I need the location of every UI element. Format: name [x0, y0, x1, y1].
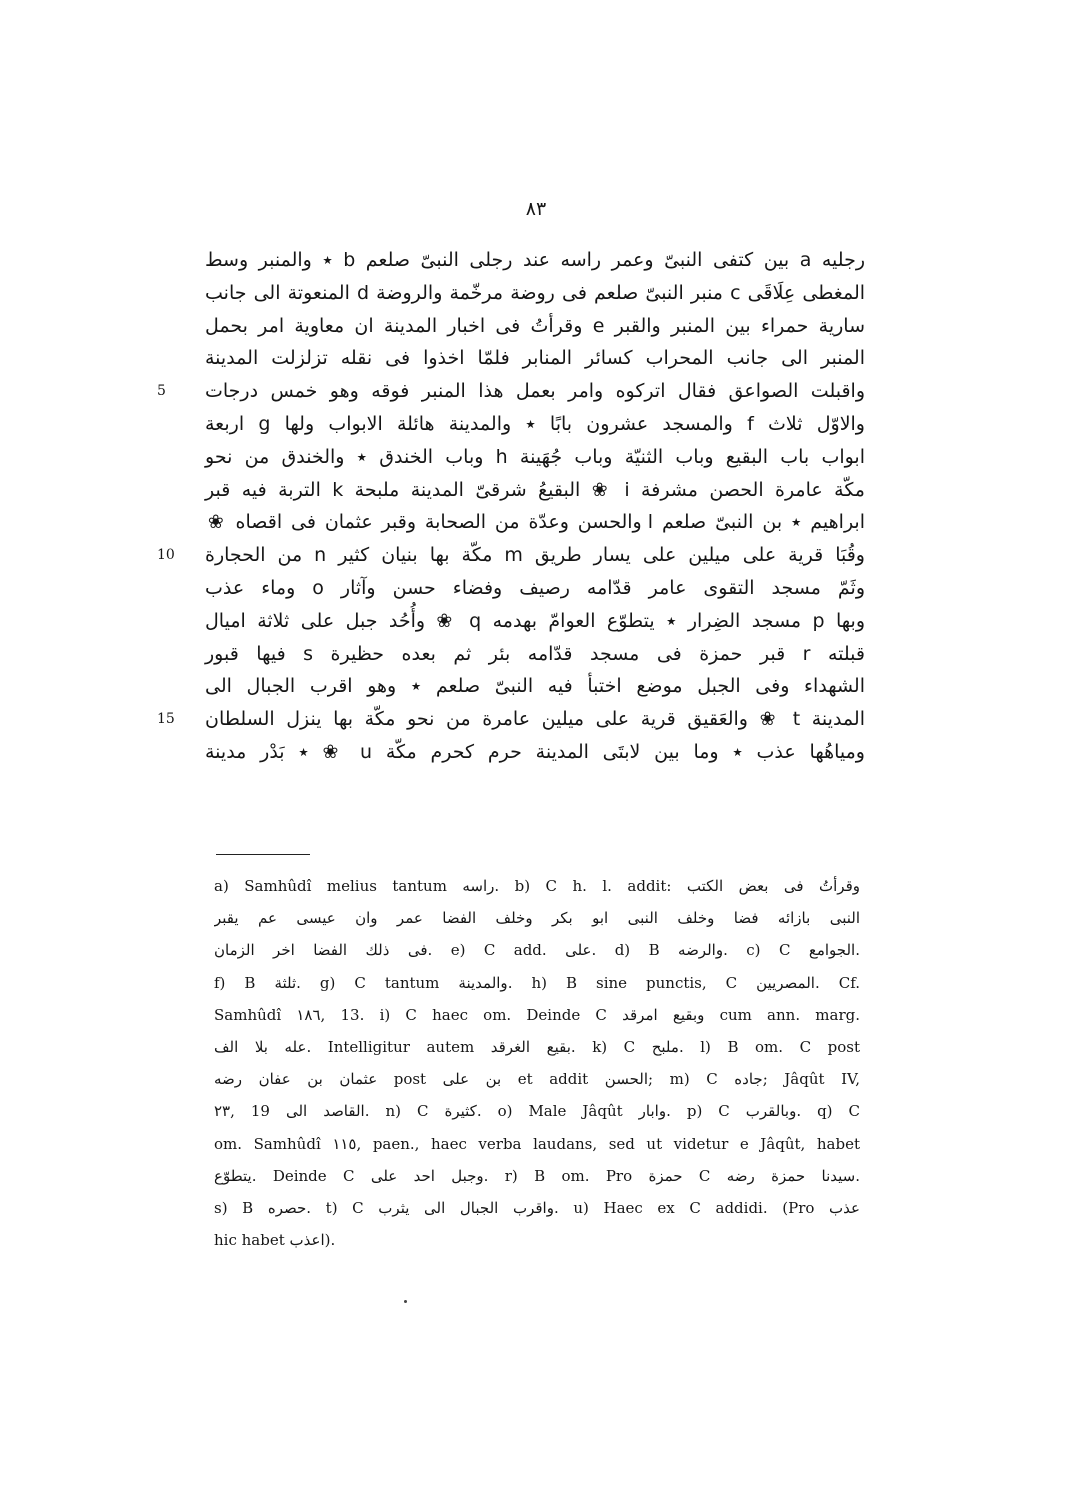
line-text: واقبلت الصواعق فقال اتركوه وامر بعمل هذا المنبر فوقه وهو خمس درجات — [205, 380, 865, 403]
line-text: ومياهُها عذب ٭ وما بين لابتَى المدينة حرم كحرم مكّة u ❀ ٭ بَدْر مدينة — [205, 740, 865, 763]
print-speck-dot — [404, 1300, 407, 1303]
footnote-line: s) B حصره. t) C واقرب الجبال الى يثرب. u) Haec ex C addidi. (Pro عذب — [214, 1198, 860, 1217]
text-line — [205, 506, 865, 539]
footnote-line: فى ذلك الفضا اخر الزمان. e) C add. على. d) B والرضه. c) C الجوامع. — [214, 941, 860, 960]
text-line — [205, 310, 865, 343]
text-line — [157, 539, 865, 572]
page-number: ٨٣ — [525, 198, 547, 220]
line-text: وبها p مسجد الضِرار ٭ يتطوّع العوامّ بهدمه q ❀ وأُحُد جبل على ثلاثة اميال — [205, 609, 865, 632]
line-text: ابراهيم ٭ بن النبىّ صلعم l والحسن وعدّة من الصحابة وقبر عثمان فى اقصاه ❀ — [205, 511, 865, 534]
footnote-line: يتطوّع. Deinde C وجبل احد على. r) B om. Pro حمزة C سيدنا حمزة رضه. — [214, 1166, 860, 1185]
line-number: 10 — [157, 547, 175, 564]
line-text: وثَمّ مسجد التقوى عامر قدّامه رصيف وفضاء حسن وآثار o وماء عذب — [205, 576, 865, 599]
text-line — [205, 670, 865, 703]
text-line — [205, 474, 865, 507]
text-line — [205, 572, 865, 605]
footnote-line: f) B ثلثة. g) C tantum والمدينة. h) B sine punctis, C المصريين. Cf. — [214, 973, 860, 992]
text-line — [205, 244, 865, 277]
line-number: 5 — [157, 383, 166, 400]
line-number: 15 — [157, 711, 175, 728]
main-text-block — [157, 244, 866, 769]
text-line — [205, 441, 865, 474]
footnote-line: النبى بازائه فضا وخلف النبى ابو بكر وخلف الفضا عمر وان عيسى عم يقبر — [214, 909, 860, 928]
line-text: المغطى عِلَاقَى c منبر النبىّ صلعم فى روضة مرخّمة والروضة d المنعوتة الى جانب — [205, 281, 866, 304]
text-line — [205, 342, 865, 375]
text-line — [157, 375, 865, 408]
line-text: والاوّل ثلاث f والمسجد عشرون بابًا ٭ والمدينة هائلة الابواب ولها g اربعة — [205, 412, 865, 435]
text-line — [205, 277, 865, 310]
footnote-line: Samhûdî ١٨٦, 13. i) C haec om. Deinde C وبقيع امرقد cum ann. marg. — [214, 1005, 860, 1024]
footnote-line: a) Samhûdî melius tantum راسه. b) C h. l. addit: وقرأتُ فى بعض الكتب — [214, 877, 860, 895]
line-text: الشهداء وفى الجبل موضع اختبأ فيه النبىّ صلعم ٭ وهو اقرب الجبال الى — [205, 675, 865, 698]
line-text: ابواب باب البقيع وباب الثنيّة وباب جُهَينة h وباب الخندق ٭ والخندق من نحو — [205, 445, 866, 468]
line-text: وقُبَا قرية على ميلين على يسار طريق m مكّة بها بنيان كثير n من الحجارة — [205, 544, 865, 567]
text-line — [205, 736, 865, 769]
line-text: سارية حمراء بين المنبر والقبر e وقرأتُ فى اخبار المدينة ان معاوية امر بحمل — [205, 314, 865, 337]
text-line — [205, 408, 865, 441]
line-text: مكّة عامرة الحصن مشرفة i ❀ البقيعُ شرقىّ المدينة ملبحة k التربة فيه قبر — [205, 478, 865, 501]
footnote-line: عثمان بن عفان رضه post بن على et addit الحسن; m) C جاده; Jâqût IV, — [214, 1070, 860, 1089]
footnote-line: عله بلا الف. Intelligitur autem بقيع الغرقد. k) C ملبح. l) B om. C post — [214, 1037, 860, 1056]
text-line — [205, 605, 865, 638]
footnote-line: ٢٣, 19 القاصد الى. n) C كثيرة. o) Male Jâqût وابار. p) C وبالقرب. q) C — [214, 1102, 860, 1121]
line-text: المنبر الى جانب المحراب كسائر المنابر فلمّا اخذوا فى نقله تزلزلت المدينة — [205, 347, 865, 370]
footnote-line: om. Samhûdî ١١٥, paen., haec verba laudans, sed ut videtur e Jâqût, habet — [214, 1134, 860, 1153]
footnote-separator-rule — [216, 854, 310, 855]
text-line — [157, 703, 865, 736]
line-text: قبلته r قبر حمزة فى مسجد قدّامه بئر ثم بعده حظيرة s فيها قبور — [205, 642, 865, 665]
line-text: المدينة t ❀ والعَقيق قرية على ميلين عامرة من نحو مكّة بها ينزل السلطان — [205, 708, 865, 731]
line-text: رجليه a بين كتفى النبىّ وعمر راسه عند رجلى النبىّ صلعم b ٭ والمنبر وسط — [205, 249, 866, 271]
text-line — [205, 638, 865, 671]
footnote-line: hic habet اعذب). — [214, 1231, 336, 1250]
footnotes-block — [214, 870, 860, 1256]
